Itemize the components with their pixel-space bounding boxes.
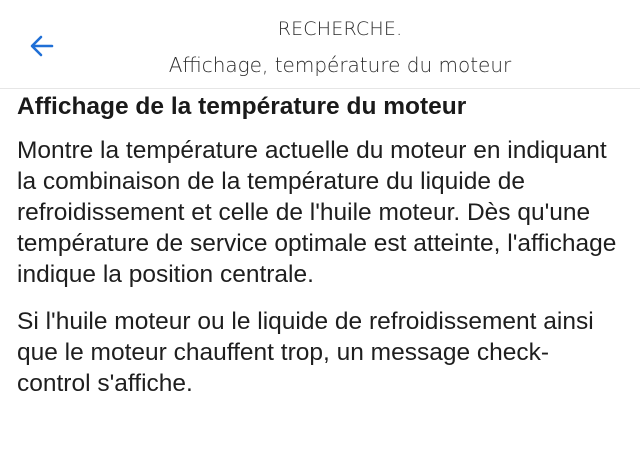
article-content [0, 91, 640, 399]
article-paragraph-1: Montre la température actuelle du moteur en indiquant la combinaison de la température du liquide de refroidissement et celle de l'huile moteur. Dès qu'une température de service optimale est atteinte, l'affichage indique la position centrale. [17, 137, 617, 288]
header-subtitle: Affichage, température du moteur [168, 53, 512, 77]
back-button[interactable] [22, 26, 62, 66]
header-titles [80, 14, 600, 82]
article-heading: Affichage de la température du moteur [17, 93, 467, 120]
arrow-left-icon [28, 32, 56, 60]
article-paragraph-2: Si l'huile moteur ou le liquide de refroidissement ainsi que le moteur chauffent trop, un message check-control s'affiche. [17, 308, 594, 397]
header-title: RECHERCHE. [277, 18, 403, 40]
top-bar [0, 0, 640, 89]
